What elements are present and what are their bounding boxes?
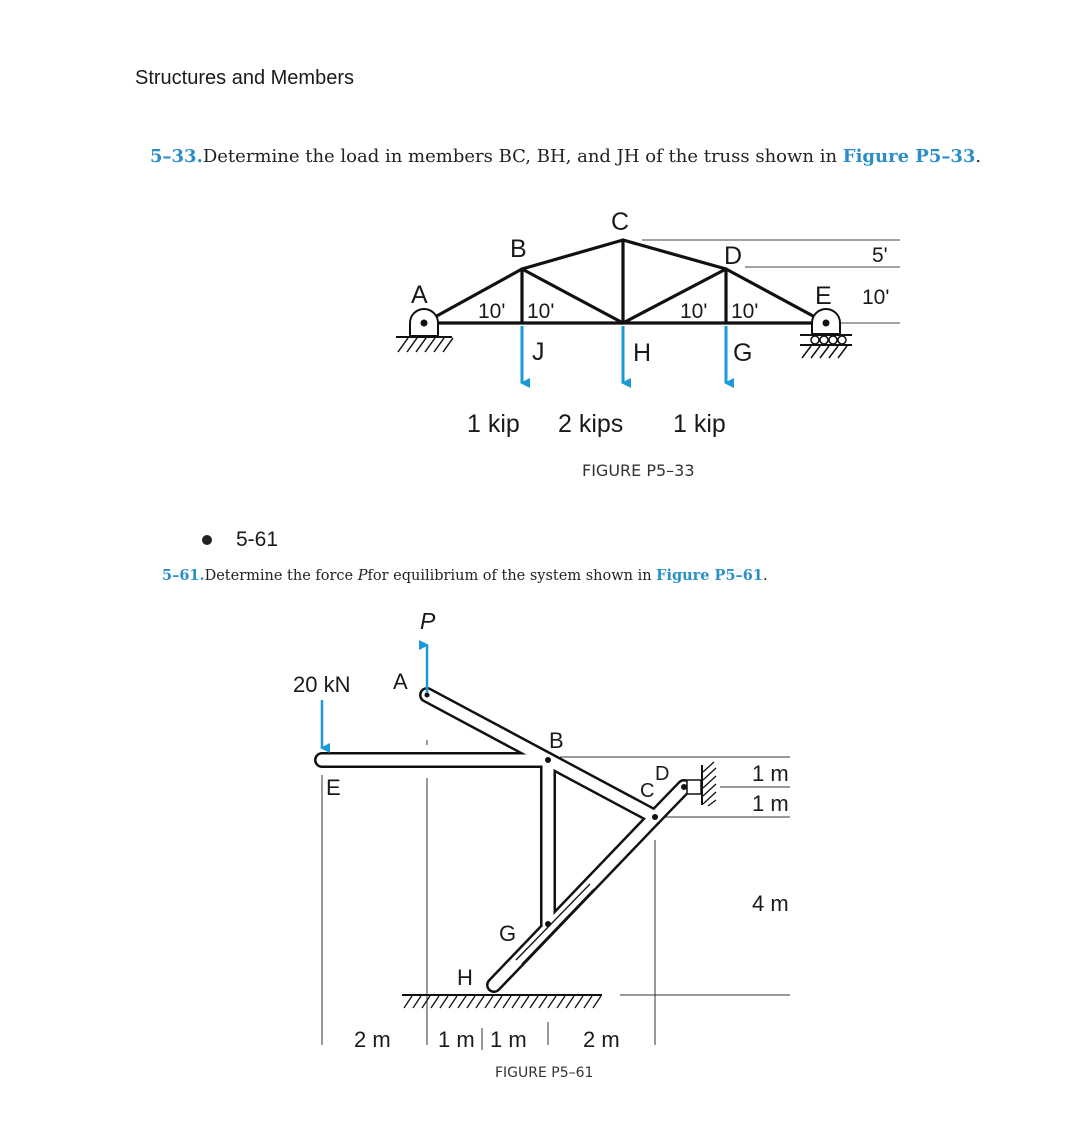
joint-label-e: E xyxy=(815,282,832,310)
dim-label: 10' xyxy=(680,300,708,323)
bullet-label: 5-61 xyxy=(236,528,279,551)
dim-label-height-1: 5' xyxy=(872,244,888,267)
dim-label: 10' xyxy=(527,300,555,323)
joint-label-d: D xyxy=(724,242,743,270)
label-e: E xyxy=(326,775,341,800)
label-c: C xyxy=(640,780,655,802)
problem-number: 5–33. xyxy=(150,146,203,167)
problem-variable: P xyxy=(357,568,368,584)
joint-label-b: B xyxy=(510,235,527,263)
figure-link-p5-33[interactable]: Figure P5–33 xyxy=(842,146,976,167)
dim-vertical-2: 1 m xyxy=(752,791,789,816)
joint-label-h: H xyxy=(633,339,652,367)
problem-end: . xyxy=(762,568,768,584)
dim-vertical-3: 4 m xyxy=(752,891,789,916)
label-b: B xyxy=(549,728,564,753)
load-label-2: 2 kips xyxy=(558,410,624,438)
label-a: A xyxy=(393,669,408,694)
dim-label: 10' xyxy=(731,300,759,323)
joint-label-g: G xyxy=(733,339,753,367)
joint-label-a: A xyxy=(411,281,428,309)
label-h: H xyxy=(457,965,473,990)
dim-vertical-1: 1 m xyxy=(752,761,789,786)
problem-number: 5–61. xyxy=(162,567,205,584)
label-d: D xyxy=(655,763,670,785)
label-20kn: 20 kN xyxy=(293,672,351,697)
figure-caption-p5-61: FIGURE P5–61 xyxy=(495,1065,594,1081)
document-header: Structures and Members xyxy=(135,67,354,89)
problem-end: . xyxy=(975,146,982,167)
problem-text-2: for equilibrium of the system shown in xyxy=(367,568,657,584)
dim-horizontal-1: 2 m xyxy=(354,1027,391,1052)
ground-hatch xyxy=(402,995,602,1008)
joint-label-j: J xyxy=(532,338,545,366)
pin-bracket-icon xyxy=(687,780,701,794)
label-p: P xyxy=(420,608,436,634)
figure-link-p5-61[interactable]: Figure P5–61 xyxy=(656,567,763,584)
dim-horizontal-3: 1 m xyxy=(490,1027,527,1052)
dim-label-height-2: 10' xyxy=(862,286,890,309)
problem-text: Determine the force xyxy=(204,568,358,584)
dim-horizontal-4: 2 m xyxy=(583,1027,620,1052)
joint-label-c: C xyxy=(611,208,630,236)
load-label-1: 1 kip xyxy=(467,410,520,438)
load-label-3: 1 kip xyxy=(673,410,726,438)
wall-support xyxy=(702,762,716,806)
label-g: G xyxy=(499,921,517,946)
problem-text: Determine the load in members BC, BH, and JH of the truss shown in xyxy=(202,146,843,167)
figure-caption-p5-33: FIGURE P5–33 xyxy=(582,461,695,480)
dim-label: 10' xyxy=(478,300,506,323)
dim-horizontal-2: 1 m xyxy=(438,1027,475,1052)
